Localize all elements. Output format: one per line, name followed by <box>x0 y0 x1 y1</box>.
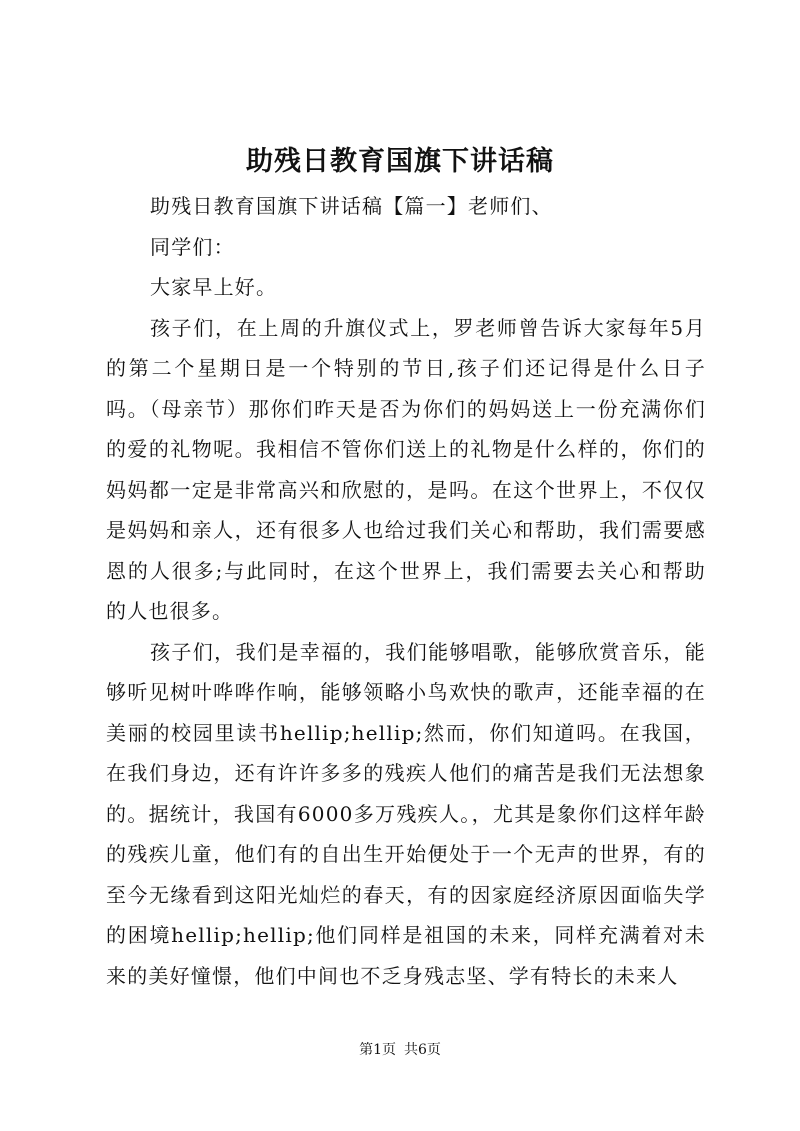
document-title: 助残日教育国旗下讲话稿 <box>246 146 554 177</box>
paragraph-disabled-people: 孩子们，我们是幸福的，我们能够唱歌，能够欣赏音乐，能够听见树叶哗哗作响，能够领略小鸟欢快的歌声，还能幸福的在美丽的校园里读书hellip;hellip;然而，你们知道吗。在我国，在我们身边，还有许许多多的残疾人他们的痛苦是我们无法想象的。据统计，我国有6000多万残疾人。，尤其是象你们这样年龄的残疾儿童，他们有的自出生开始便处于一个无声的世界，有的至今无缘看到这阳光灿烂的春天，有的因家庭经济原因面临失学的困境hellip;hellip;他们同样是祖国的未来，同样充满着对未来的美好憧憬，他们中间也不乏身残志坚、学有特长的未来人 <box>106 639 706 988</box>
page-footer <box>0 1040 800 1060</box>
paragraph-mothers-day: 孩子们，在上周的升旗仪式上，罗老师曾告诉大家每年5月的第二个星期日是一个特别的节日,孩子们还记得是什么日子吗。（母亲节）那你们昨天是否为你们的妈妈送上一份充满你们的爱的礼物呢。我相信不管你们送上的礼物是什么样的，你们的妈妈都一定是非常高兴和欣慰的，是吗。在这个世界上，不仅仅是妈妈和亲人，还有很多人也给过我们关心和帮助，我们需要感恩的人很多;与此同时，在这个世界上，我们需要去关心和帮助的人也很多。 <box>106 315 706 623</box>
page-number: 第1页 <box>359 1042 396 1058</box>
paragraph-salutation: 同学们： <box>150 234 235 259</box>
paragraph-intro: 助残日教育国旗下讲话稿【篇一】老师们、 <box>150 194 553 218</box>
document-body <box>106 186 706 996</box>
page-total: 共6页 <box>404 1042 441 1058</box>
paragraph-greeting: 大家早上好。 <box>150 275 278 299</box>
